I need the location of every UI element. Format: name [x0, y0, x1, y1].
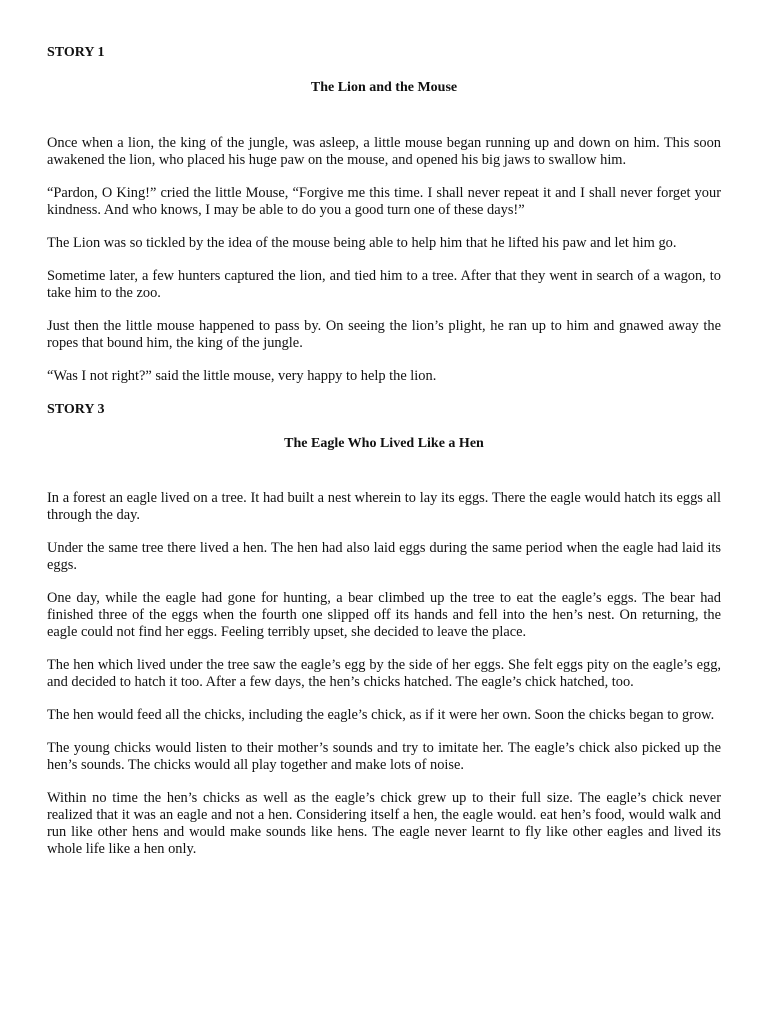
story-3-paragraph: One day, while the eagle had gone for hunting, a bear climbed up the tree to eat the eagle’s eggs. The bear had finished three of the eggs when the fourth one slipped off its hands and fell into the hen’s nest. On returning, the eagle could not find her eggs. Feeling terribly upset, she decided to leave the place.	[47, 590, 721, 640]
story-3-title: The Eagle Who Lived Like a Hen	[284, 436, 484, 451]
story-1-paragraph: Just then the little mouse happened to pass by. On seeing the lion’s plight, he ran up to him and gnawed away the ropes that bound him, the king of the jungle.	[47, 318, 721, 351]
story-3-paragraph: The hen which lived under the tree saw the eagle’s egg by the side of her eggs. She felt eggs pity on the eagle’s egg, and decided to hatch it too. After a few days, the hen’s chicks hatched. The eagle’s chick hatched, too.	[47, 657, 721, 690]
story-1-paragraph: “Pardon, O King!” cried the little Mouse, “Forgive me this time. I shall never repeat it and I shall never forget your kindness. And who knows, I may be able to do you a good turn one of these days!”	[47, 185, 721, 218]
story-3-section	[47, 401, 721, 858]
story-3-paragraph: Under the same tree there lived a hen. The hen had also laid eggs during the same period when the eagle had laid its eggs.	[47, 540, 721, 573]
story-1-paragraph: The Lion was so tickled by the idea of the mouse being able to help him that he lifted his paw and let him go.	[47, 235, 677, 251]
story-1-paragraph: Sometime later, a few hunters captured the lion, and tied him to a tree. After that they went in search of a wagon, to take him to the zoo.	[47, 268, 721, 301]
story-3-paragraph: Within no time the hen’s chicks as well as the eagle’s chick grew up to their full size. The eagle’s chick never realized that it was an eagle and not a hen. Considering itself a hen, the eagle would. eat hen’s food, would walk and run like other hens and would make sounds like hens. The eagle never learnt to fly like other eagles and lived its whole life like a hen only.	[47, 790, 721, 857]
story-3-paragraph: In a forest an eagle lived on a tree. It had built a nest wherein to lay its eggs. There the eagle would hatch its eggs all through the day.	[47, 490, 721, 523]
story-1-paragraph: Once when a lion, the king of the jungle, was asleep, a little mouse began running up and down on him. This soon awakened the lion, who placed his huge paw on the mouse, and opened his big jaws to swallow him.	[47, 135, 721, 168]
story-3-paragraph: The young chicks would listen to their mother’s sounds and try to imitate her. The eagle’s chick also picked up the hen’s sounds. The chicks would all play together and make lots of noise.	[47, 740, 721, 773]
document-page	[47, 42, 721, 858]
story-1-label: STORY 1	[47, 45, 105, 60]
story-3-paragraph: The hen would feed all the chicks, including the eagle’s chick, as if it were her own. Soon the chicks began to grow.	[47, 707, 715, 723]
story-1-body	[47, 135, 721, 385]
story-1-title: The Lion and the Mouse	[310, 80, 458, 95]
story-1-section	[47, 44, 721, 385]
story-3-label: STORY 3	[47, 402, 105, 417]
story-1-paragraph: “Was I not right?” said the little mouse, very happy to help the lion.	[47, 368, 437, 384]
story-3-body	[47, 490, 721, 858]
